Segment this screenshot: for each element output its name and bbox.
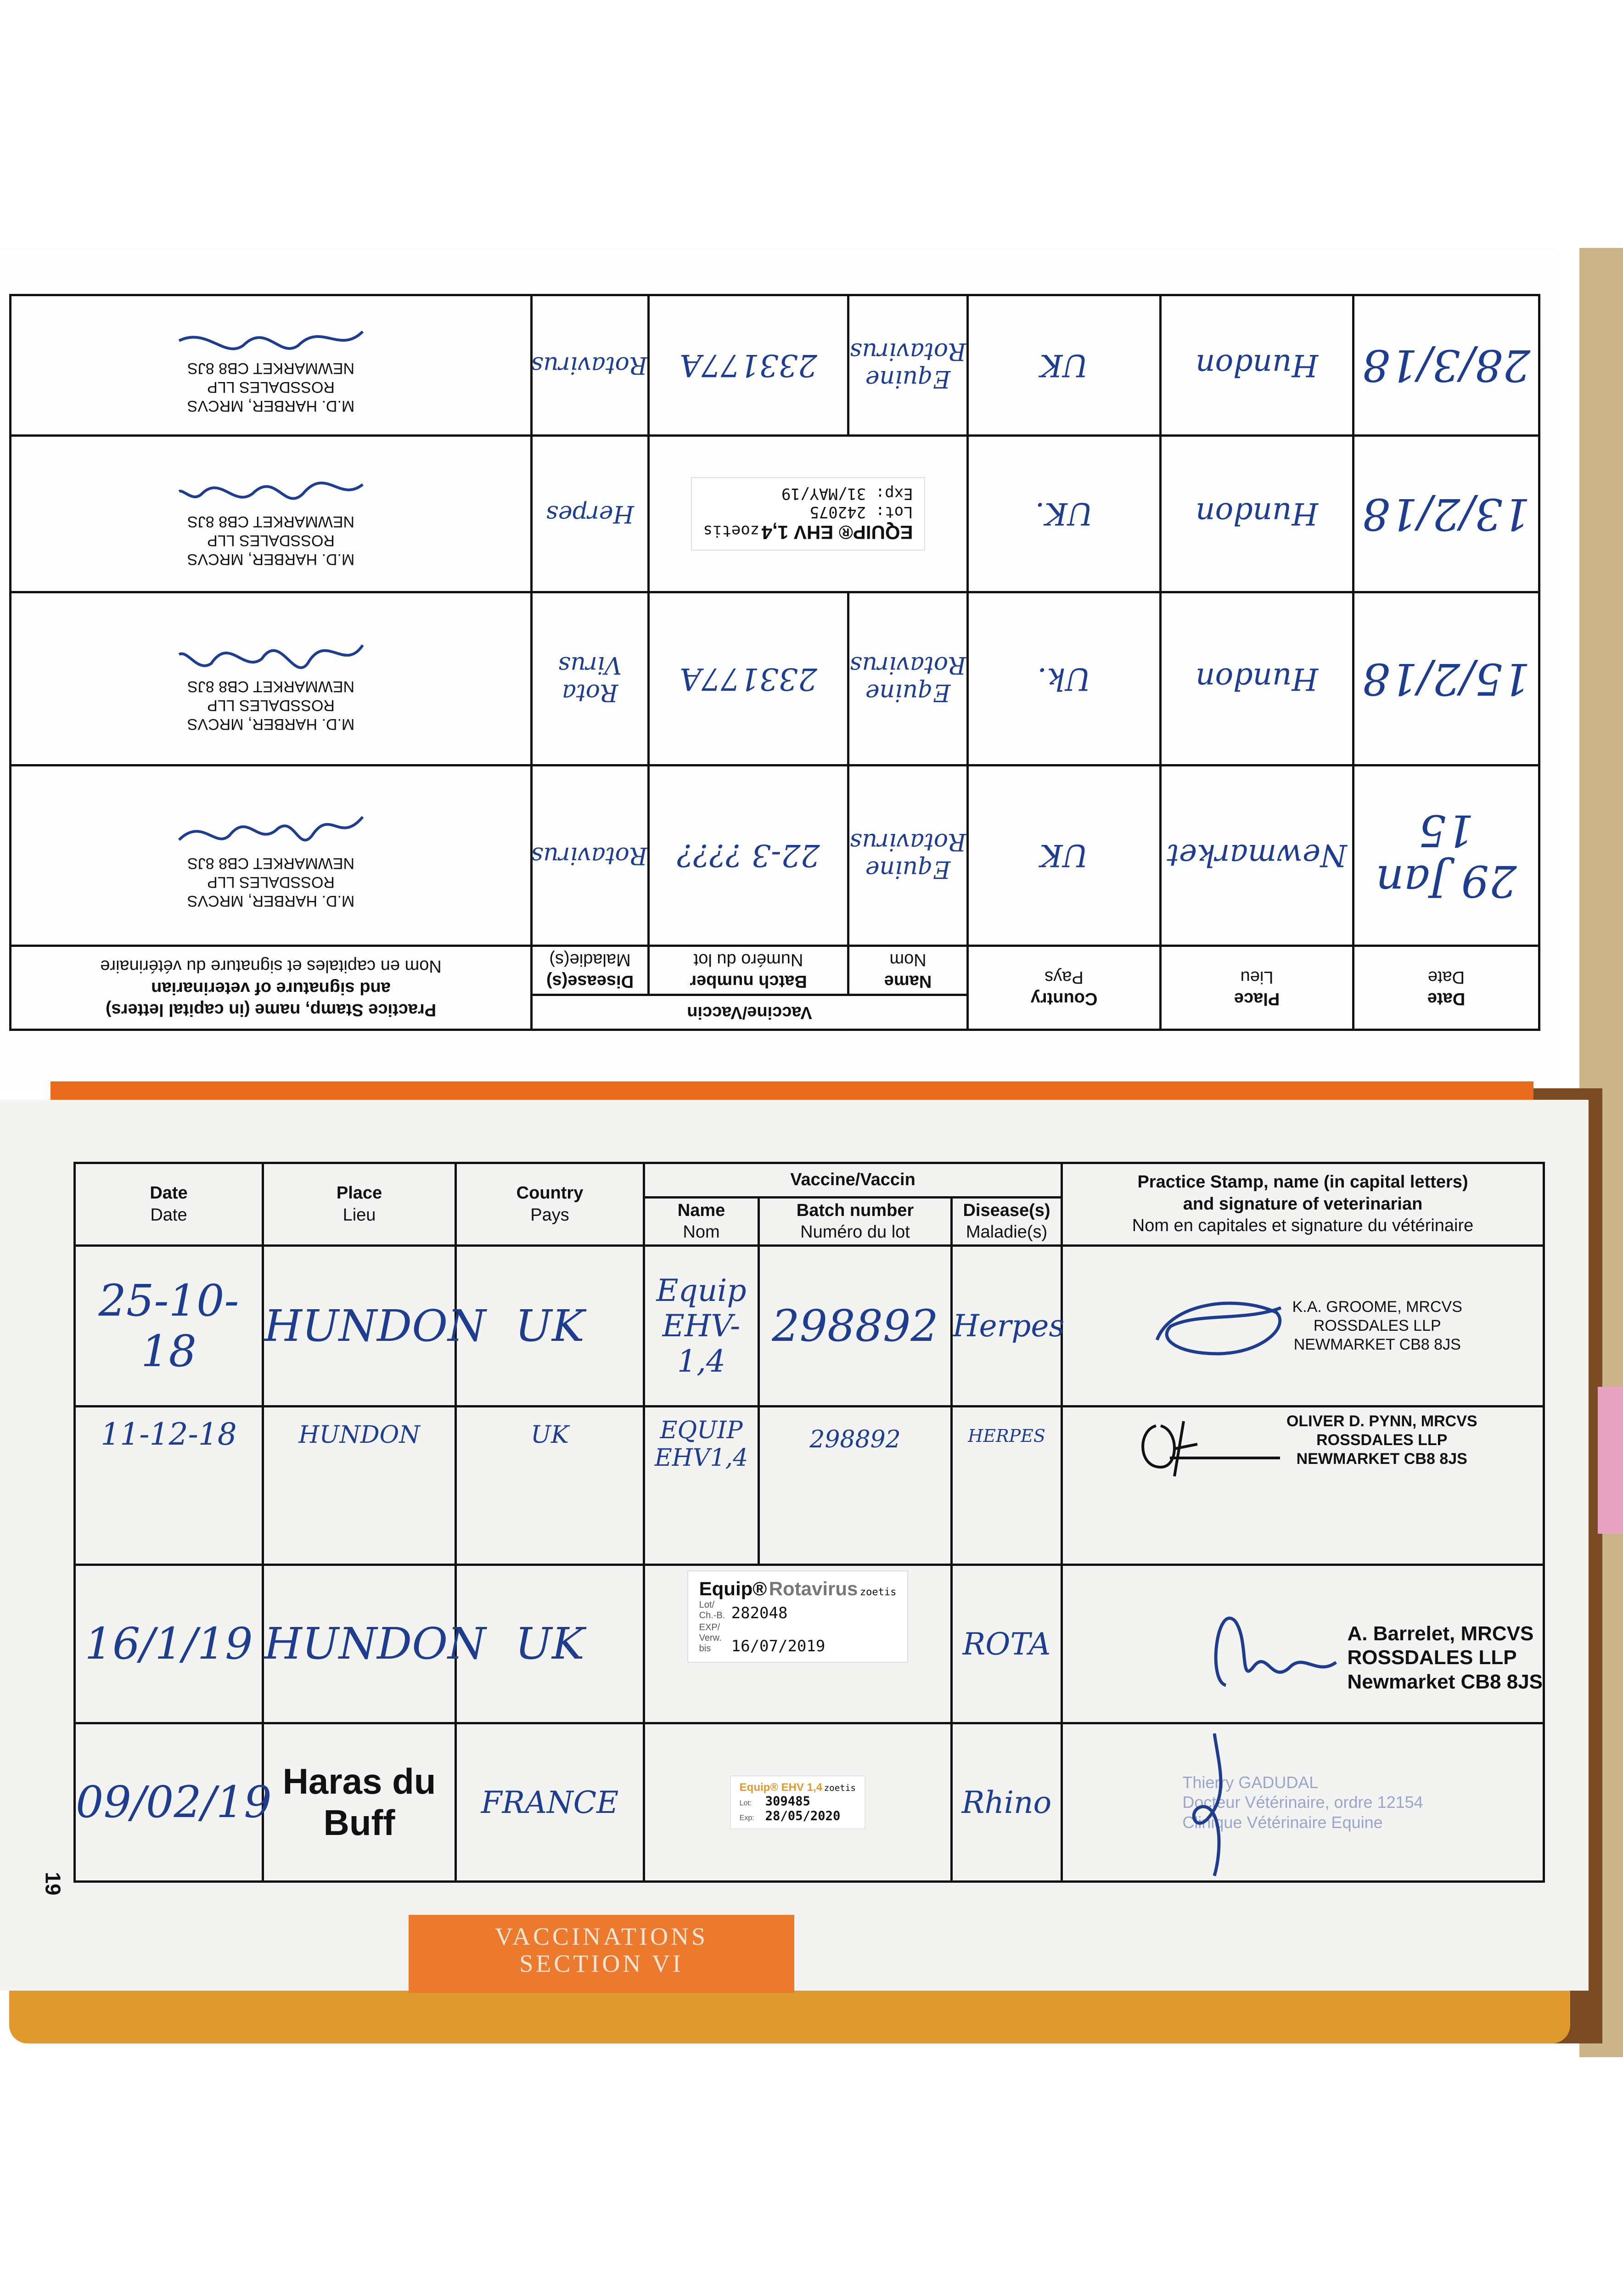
vet-signature <box>1168 1729 1260 1880</box>
place-cell: Hundon <box>1161 435 1353 592</box>
vet-signature <box>1143 1285 1290 1367</box>
place-cell: Newmarket <box>1161 765 1353 945</box>
vaccine-label-cell <box>649 435 968 592</box>
table-row <box>11 295 1539 436</box>
date-cell: 11-12-18 <box>75 1407 263 1565</box>
table-row <box>75 1723 1544 1882</box>
place-cell: Hundon <box>1161 295 1353 436</box>
country-cell: UK <box>968 295 1161 436</box>
disease-cell: Rotavirus <box>532 295 649 436</box>
place-cell: HUNDON <box>263 1246 456 1407</box>
header-disease: Disease(s) Maladie(s) <box>532 945 649 995</box>
batch-cell: 298892 <box>759 1246 952 1407</box>
date-cell: 15/2/18 <box>1353 592 1539 765</box>
page-number: 19 <box>41 1872 65 1896</box>
header-date: Date Date <box>75 1163 263 1246</box>
stamp-cell <box>1062 1723 1544 1882</box>
vaccine-sticker: EQUIP® EHV 1,4 zoetis Lot: 242075 Exp: 31/MAY/19 <box>691 477 925 551</box>
vaccine-name-cell: Equine Rotavirus <box>848 295 968 436</box>
vaccine-sticker: Equip® Rotavirus zoetis Lot/ Ch.-B. 282048 EXP/ Verw. bis 16/07/2019 <box>687 1570 909 1663</box>
vet-signature <box>174 803 367 854</box>
disease-cell: Rotavirus <box>532 765 649 945</box>
country-cell: UK <box>456 1407 644 1565</box>
vaccination-table-upper <box>9 294 1540 1031</box>
table-row <box>75 1565 1544 1723</box>
country-cell: UK <box>968 765 1161 945</box>
stamp-cell <box>11 765 532 945</box>
country-cell: UK <box>456 1565 644 1723</box>
date-cell: 28/3/18 <box>1353 295 1539 436</box>
vet-stamp: OLIVER D. PYNN, MRCVS ROSSDALES LLP NEWMARKET CB8 8JS <box>1286 1412 1477 1468</box>
batch-cell: 233177A <box>649 592 848 765</box>
header-disease: Disease(s) Maladie(s) <box>952 1198 1062 1246</box>
stamp-cell <box>1062 1246 1544 1407</box>
vaccine-label-cell <box>644 1723 952 1882</box>
place-cell: HUNDON <box>263 1407 456 1565</box>
country-cell: UK <box>456 1246 644 1407</box>
vet-signature <box>174 627 367 677</box>
vaccine-name-cell: EQUIP EHV1,4 <box>644 1407 759 1565</box>
vaccine-sticker: Equip® EHV 1,4 zoetis Lot: 309485 Exp: 28/05/2020 <box>730 1776 865 1829</box>
stamp-cell <box>11 295 532 436</box>
header-name: Name Nom <box>644 1198 759 1246</box>
vet-stamp: A. Barrelet, MRCVS ROSSDALES LLP Newmarket CB8 8JS <box>1347 1622 1543 1694</box>
vet-stamp: M.D. HARBER, MRCVS ROSSDALES LLP NEWMARKET CB8 8JS <box>187 678 355 733</box>
header-stamp: Practice Stamp, name (in capital letters) and signature of veterinarian Nom en capitales et signature du vétérinaire <box>1062 1163 1544 1246</box>
header-batch: Batch number Numéro du lot <box>759 1198 952 1246</box>
header-place: Place Lieu <box>263 1163 456 1246</box>
stamp-cell <box>1062 1565 1544 1723</box>
batch-cell: 22-3 ???? <box>649 765 848 945</box>
stamp-cell <box>11 592 532 765</box>
vaccine-label-cell <box>644 1565 952 1723</box>
vaccine-name-cell: Equip EHV-1,4 <box>644 1246 759 1407</box>
table-row <box>75 1246 1544 1407</box>
batch-cell: 233177A <box>649 295 848 436</box>
disease-cell: Rota Virus <box>532 592 649 765</box>
disease-cell: HERPES <box>952 1407 1062 1565</box>
place-cell: HUNDON <box>263 1565 456 1723</box>
header-row <box>11 995 1539 1030</box>
vet-stamp: M.D. HARBER, MRCVS ROSSDALES LLP NEWMARKET CB8 8JS <box>187 360 355 415</box>
table-row <box>11 765 1539 945</box>
header-country: Country Pays <box>456 1163 644 1246</box>
header-place: Place Lieu <box>1161 945 1353 1030</box>
header-date: Date Date <box>1353 945 1539 1030</box>
country-cell: Uk. <box>968 592 1161 765</box>
header-country: Country Pays <box>968 945 1161 1030</box>
vaccine-name-cell: Equine Rotavirus <box>848 592 968 765</box>
vet-signature <box>1129 1412 1285 1481</box>
vet-signature <box>174 318 367 359</box>
header-vaccine: Vaccine/Vaccin <box>532 995 968 1030</box>
section-tab: VACCINATIONS SECTION VI <box>409 1915 794 1993</box>
page-divider-edge <box>51 1081 1533 1100</box>
date-cell: 09/02/19 <box>75 1723 263 1882</box>
date-cell: 16/1/19 <box>75 1565 263 1723</box>
disease-cell: Herpes <box>952 1246 1062 1407</box>
place-cell: Haras du Buff <box>263 1723 456 1882</box>
date-cell: 25-10-18 <box>75 1246 263 1407</box>
place-cell: Hundon <box>1161 592 1353 765</box>
vet-stamp: K.A. GROOME, MRCVS ROSSDALES LLP NEWMARKET CB8 8JS <box>1292 1298 1462 1353</box>
header-stamp: Practice Stamp, name (in capital letters) and signature of veterinarian Nom en capitales et signature du vétérinaire <box>11 945 532 1030</box>
country-cell: FRANCE <box>456 1723 644 1882</box>
header-batch: Batch number Numéro du lot <box>649 945 848 995</box>
header-vaccine: Vaccine/Vaccin <box>644 1163 1062 1198</box>
date-cell: 29 Jan 15 <box>1353 765 1539 945</box>
vet-stamp: M.D. HARBER, MRCVS ROSSDALES LLP NEWMARKET CB8 8JS <box>187 513 355 568</box>
disease-cell: Herpes <box>532 435 649 592</box>
header-name: Name Nom <box>848 945 968 995</box>
date-cell: 13/2/18 <box>1353 435 1539 592</box>
table-row <box>75 1407 1544 1565</box>
vaccine-name-cell: Equine Rotavirus <box>848 765 968 945</box>
table-row <box>11 592 1539 765</box>
disease-cell: Rhino <box>952 1723 1062 1882</box>
batch-cell: 298892 <box>759 1407 952 1565</box>
vet-stamp: M.D. HARBER, MRCVS ROSSDALES LLP NEWMARKET CB8 8JS <box>187 855 355 910</box>
vaccination-table-lower <box>73 1162 1545 1883</box>
disease-cell: ROTA <box>952 1565 1062 1723</box>
vet-signature <box>1198 1593 1345 1694</box>
stamp-cell <box>11 435 532 592</box>
pink-tab <box>1598 1387 1623 1534</box>
vet-stamp: Thierry GADUDAL Docteur Vétérinaire, ordre 12154 Clinique Vétérinaire Equine <box>1182 1773 1423 1832</box>
table-row <box>11 435 1539 592</box>
vet-signature <box>174 461 367 512</box>
country-cell: UK. <box>968 435 1161 592</box>
stamp-cell <box>1062 1407 1544 1565</box>
header-row <box>75 1163 1544 1198</box>
